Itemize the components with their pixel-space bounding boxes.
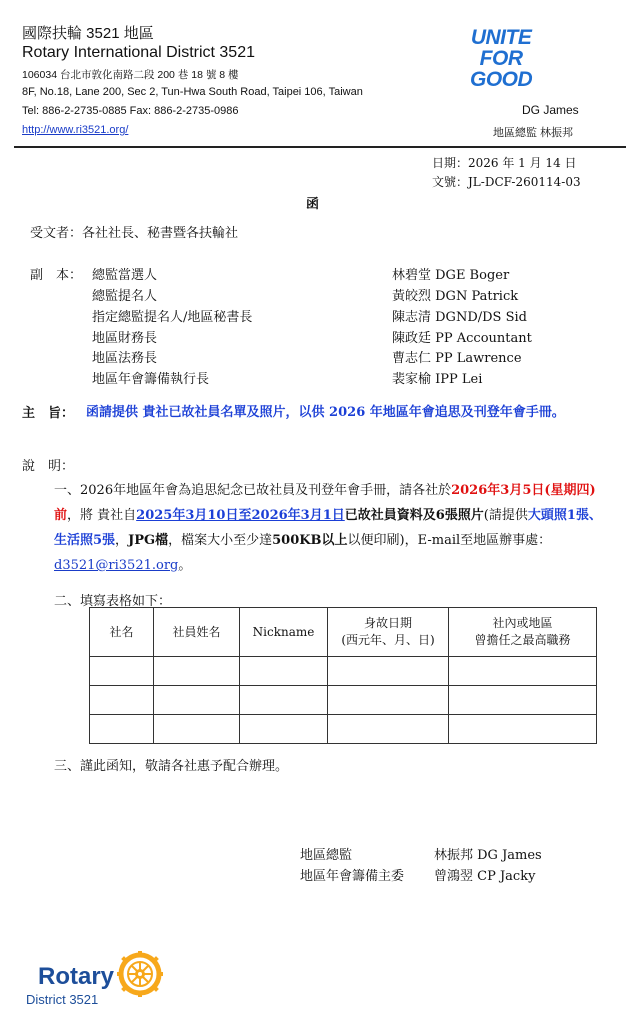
org-name-cn: 國際扶輪 3521 地區 — [22, 25, 154, 42]
logo-line: UNITE — [470, 26, 532, 49]
unite-for-good-logo — [470, 27, 532, 90]
cc-role: 總監提名人 — [92, 289, 158, 304]
p1-text: 一、2026年地區年會為追思紀念已故社員及刊登年會手冊，請各社於 — [54, 483, 452, 498]
cc-name: 黃皎烈 DGN Patrick — [392, 289, 519, 304]
website-link[interactable]: http://www.ri3521.org/ — [22, 124, 129, 136]
table-header-row — [90, 608, 597, 657]
deadline: 2026年3月5日(星期四)前 — [54, 483, 596, 523]
p1-text: ，將 貴社自 — [67, 508, 137, 523]
file-size: 500KB以上 — [272, 533, 348, 548]
cc-role: 地區法務長 — [92, 351, 158, 366]
p1-text: ，檔案大小至少達 — [168, 533, 273, 548]
cc-role: 總監當選人 — [92, 268, 158, 283]
table-row — [90, 715, 597, 744]
explanation-item-1 — [54, 478, 614, 578]
signature-name: 曾鴻翌 CP Jacky — [434, 869, 536, 884]
rotary-wheel-icon — [117, 951, 163, 997]
p1-text: 。 — [178, 558, 192, 573]
dg-name-cn: 地區總監 林振邦 — [493, 127, 574, 139]
address-cn: 106034 台北市敦化南路二段 200 巷 18 號 8 樓 — [22, 69, 239, 81]
subject-text: 函請提供 貴社已故社員名單及照片，以供 2026 年地區年會追思及刊登年會手冊。 — [86, 405, 565, 420]
deceased-member-form-table — [89, 607, 597, 744]
email-link[interactable]: d3521@ri3521.org — [54, 558, 179, 573]
column-header: 社名 — [90, 608, 154, 657]
table-row — [90, 686, 597, 715]
table-row — [90, 657, 597, 686]
p1-text: 已故社員資料及6張照片 — [344, 508, 484, 523]
cc-name: 曹志仁 PP Lawrence — [392, 351, 522, 366]
column-header: 社員姓名 — [154, 608, 240, 657]
cc-name: 陳政廷 PP Accountant — [392, 331, 532, 346]
signature-role: 地區年會籌備主委 — [300, 869, 405, 884]
letter-type: 函 — [306, 197, 320, 212]
cc-label: 副 本： — [30, 268, 83, 283]
letter-date: 日期：2026 年 1 月 14 日 — [432, 156, 577, 170]
file-format: JPG檔 — [128, 533, 169, 548]
explanation-item-2: 二、填寫表格如下： — [54, 594, 172, 609]
cc-role: 地區財務長 — [92, 331, 158, 346]
cc-name: 林碧堂 DGE Boger — [392, 268, 510, 283]
p1-text: 以便印刷)，E-mail至地區辦事處： — [347, 533, 552, 548]
column-header: 社內或地區 曾擔任之最高職務 — [449, 608, 597, 657]
tel-fax: Tel: 886-2-2735-0885 Fax: 886-2-2735-0986 — [22, 105, 239, 117]
signature-name: 林振邦 DG James — [434, 848, 542, 863]
subject-label: 主 旨： — [22, 406, 75, 421]
column-header: Nickname — [240, 608, 328, 657]
p1-text: ， — [115, 533, 129, 548]
date-range: 2025年3月10日至2026年3月1日 — [136, 508, 345, 523]
cc-role: 指定總監提名人/地區秘書長 — [92, 310, 253, 325]
cc-name: 裴家榆 IPP Lei — [392, 372, 483, 387]
rotary-district: District 3521 — [26, 992, 99, 1007]
photo-requirements: 大頭照1張、生活照5張 — [54, 508, 602, 548]
logo-line: GOOD — [470, 68, 533, 91]
cc-name: 陳志清 DGND/DS Sid — [392, 310, 527, 325]
explanation-item-3: 三、謹此函知，敬請各社惠予配合辦理。 — [54, 759, 289, 774]
dg-name-en: DG James — [522, 103, 579, 117]
cc-role: 地區年會籌備執行長 — [92, 372, 210, 387]
signature-role: 地區總監 — [300, 848, 353, 863]
document-number: 文號：JL-DCF-260114-03 — [432, 175, 581, 189]
column-header: 身故日期 (西元年、月、日) — [328, 608, 449, 657]
explanation-label: 說 明： — [22, 459, 75, 474]
rotary-wordmark: Rotary — [38, 963, 115, 990]
recipients: 受文者：各社社長、秘書暨各扶輪社 — [30, 226, 239, 241]
header-divider — [14, 146, 626, 148]
logo-line: FOR — [479, 47, 523, 70]
address-en: 8F, No.18, Lane 200, Sec 2, Tun-Hwa South Road, Taipei 106, Taiwan — [22, 86, 363, 98]
p1-text: (請提供 — [483, 508, 528, 523]
org-name-en: Rotary International District 3521 — [22, 44, 255, 61]
